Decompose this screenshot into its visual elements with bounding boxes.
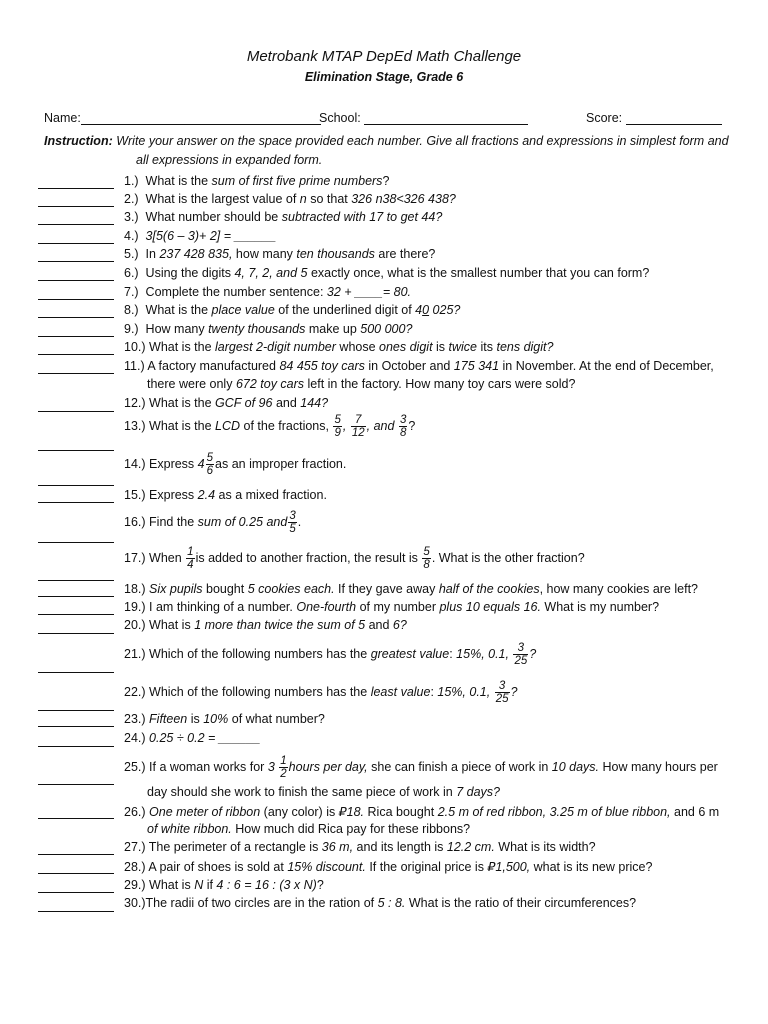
answer-blank-28 <box>38 873 114 874</box>
fraction: $\frac{3}{8}$ <box>399 414 407 439</box>
question-text: 26.) One meter of ribbon (any color) is ₽18. Rica bought 2.5 m of red ribbon, 3.25 m of blue ribbon, and 6 m <box>124 805 720 819</box>
question-text: 14.) Express 4 $\frac{5}{6}$ as an improper fraction. <box>124 452 347 477</box>
fraction: $\frac{3}{5}$ <box>289 510 296 535</box>
question-text: 11.) A factory manufactured 84 455 toy cars in October and 175 341 in November. At the end of December, <box>124 359 714 373</box>
answer-blank-1 <box>38 188 114 189</box>
score-field <box>586 111 722 125</box>
question-text: 9.) How many twenty thousands make up 500 000? <box>124 322 413 336</box>
question-text: 4.) 3[5(6 – 3)+ 2] = ______ <box>124 229 277 243</box>
question-text-cont: there were only 672 toy cars left in the factory. How many toy cars were sold? <box>147 377 576 391</box>
answer-blank-3 <box>38 224 114 225</box>
fraction: $\frac{3}{25}$ <box>514 642 528 667</box>
answer-blank-13 <box>38 450 114 451</box>
question-text: 13.) What is the LCD of the fractions, $\frac{5}{9}$ , $\frac{7}{12}$ , and $\frac{3}{8}$ ? <box>124 414 416 439</box>
answer-blank-4 <box>38 243 114 244</box>
question-text: 8.) What is the place value of the underlined digit of 40 025? <box>124 303 461 317</box>
answer-blank-14 <box>38 485 114 486</box>
answer-blank-22 <box>38 710 114 711</box>
question-text: 24.) 0.25 ÷ 0.2 = ______ <box>124 731 261 745</box>
question-text: 17.) When $\frac{1}{4}$ is added to another fraction, the result is $\frac{5}{8}$ . What is the other fraction? <box>124 546 585 571</box>
answer-blank-15 <box>38 502 114 503</box>
question-text: 5.) In 237 428 835, how many ten thousands are there? <box>124 247 436 261</box>
fraction: $\frac{1}{2}$ <box>280 755 287 780</box>
fraction: $\frac{1}{4}$ <box>187 546 194 571</box>
score-blank <box>626 112 722 125</box>
school-field <box>319 111 528 125</box>
answer-blank-16 <box>38 542 114 543</box>
question-text: 2.) What is the largest value of n so that 326 n38<326 438? <box>124 192 456 206</box>
fraction: $\frac{3}{25}$ <box>495 680 509 705</box>
answer-blank-6 <box>38 280 114 281</box>
score-label: Score: <box>586 111 623 125</box>
question-text: 18.) Six pupils bought 5 cookies each. If they gave away half of the cookies, how many cookies are left? <box>124 582 698 596</box>
answer-blank-20 <box>38 633 114 634</box>
question-text: 23.) Fifteen is 10% of what number? <box>124 712 325 726</box>
answer-blank-17 <box>38 580 114 581</box>
answer-blank-29 <box>38 892 114 893</box>
name-field <box>44 111 321 125</box>
answer-blank-21 <box>38 672 114 673</box>
answer-blank-27 <box>38 854 114 855</box>
question-text: 27.) The perimeter of a rectangle is 36 m, and its length is 12.2 cm. What is its width? <box>124 840 596 854</box>
question-text: 6.) Using the digits 4, 7, 2, and 5 exactly once, what is the smallest number that you can form? <box>124 266 650 280</box>
name-blank <box>81 112 321 125</box>
question-text: 3.) What number should be subtracted with 17 to get 44? <box>124 210 443 224</box>
answer-blank-2 <box>38 206 114 207</box>
question-text: 12.) What is the GCF of 96 and 144? <box>124 396 329 410</box>
instruction-label: Instruction: <box>44 134 113 148</box>
instruction-line1: Write your answer on the space provided each number. Give all fractions and expressions in simplest form and <box>112 134 729 148</box>
question-text: 30.)The radii of two circles are in the ration of 5 : 8. What is the ratio of their circumferences? <box>124 896 637 910</box>
instruction-line2: all expressions in expanded form. <box>136 153 323 167</box>
question-text: 15.) Express 2.4 as a mixed fraction. <box>124 488 327 502</box>
page-subtitle: Elimination Stage, Grade 6 <box>304 70 464 84</box>
question-text: 28.) A pair of shoes is sold at 15% discount. If the original price is ₽1,500, what is its new price? <box>124 860 653 874</box>
answer-blank-26 <box>38 818 114 819</box>
answer-blank-25 <box>38 784 114 785</box>
question-text: 20.) What is 1 more than twice the sum of 5 and 6? <box>124 618 407 632</box>
question-text: 7.) Complete the number sentence: 32 + ____= 80. <box>124 285 412 299</box>
question-text: 21.) Which of the following numbers has the greatest value: 15%, 0.1, $\frac{3}{25}$ ? <box>124 642 537 667</box>
fraction: $\frac{5}{9}$ <box>334 414 341 439</box>
question-text: 29.) What is N if 4 : 6 = 16 : (3 x N)? <box>124 878 324 892</box>
question-text: 19.) I am thinking of a number. One-fourth of my number plus 10 equals 16. What is my number? <box>124 600 660 614</box>
fraction: $\frac{5}{8}$ <box>423 546 430 571</box>
question-text-cont: day should she work to finish the same piece of work in 7 days? <box>147 785 500 799</box>
answer-blank-7 <box>38 299 114 300</box>
answer-blank-19 <box>38 614 114 615</box>
instruction <box>44 132 734 170</box>
question-text: 22.) Which of the following numbers has the least value: 15%, 0.1, $\frac{3}{25}$ ? <box>124 680 518 705</box>
answer-blank-12 <box>38 411 114 412</box>
answer-blank-30 <box>38 911 114 912</box>
answer-blank-10 <box>38 354 114 355</box>
answer-blank-9 <box>38 336 114 337</box>
name-label: Name: <box>44 111 81 125</box>
answer-blank-24 <box>38 746 114 747</box>
question-text: 25.) If a woman works for 3 $\frac{1}{2}$ hours per day, she can finish a piece of work in 10 days. How many hours per <box>124 755 718 780</box>
school-label: School: <box>319 111 361 125</box>
answer-blank-23 <box>38 726 114 727</box>
fraction: $\frac{5}{6}$ <box>206 452 214 477</box>
fraction: $\frac{7}{12}$ <box>351 414 365 439</box>
answer-blank-11 <box>38 373 114 374</box>
answer-blank-5 <box>38 261 114 262</box>
question-text: 10.) What is the largest 2-digit number whose ones digit is twice its tens digit? <box>124 340 554 354</box>
question-text: 1.) What is the sum of first five prime numbers? <box>124 174 390 188</box>
school-blank <box>364 112 528 125</box>
question-text: 16.) Find the sum of 0.25 and $\frac{3}{5}$ . <box>124 510 302 535</box>
answer-blank-8 <box>38 317 114 318</box>
question-text-cont: of white ribbon. How much did Rica pay for these ribbons? <box>147 822 471 836</box>
page-title: Metrobank MTAP DepEd Math Challenge <box>246 48 522 65</box>
answer-blank-18 <box>38 596 114 597</box>
